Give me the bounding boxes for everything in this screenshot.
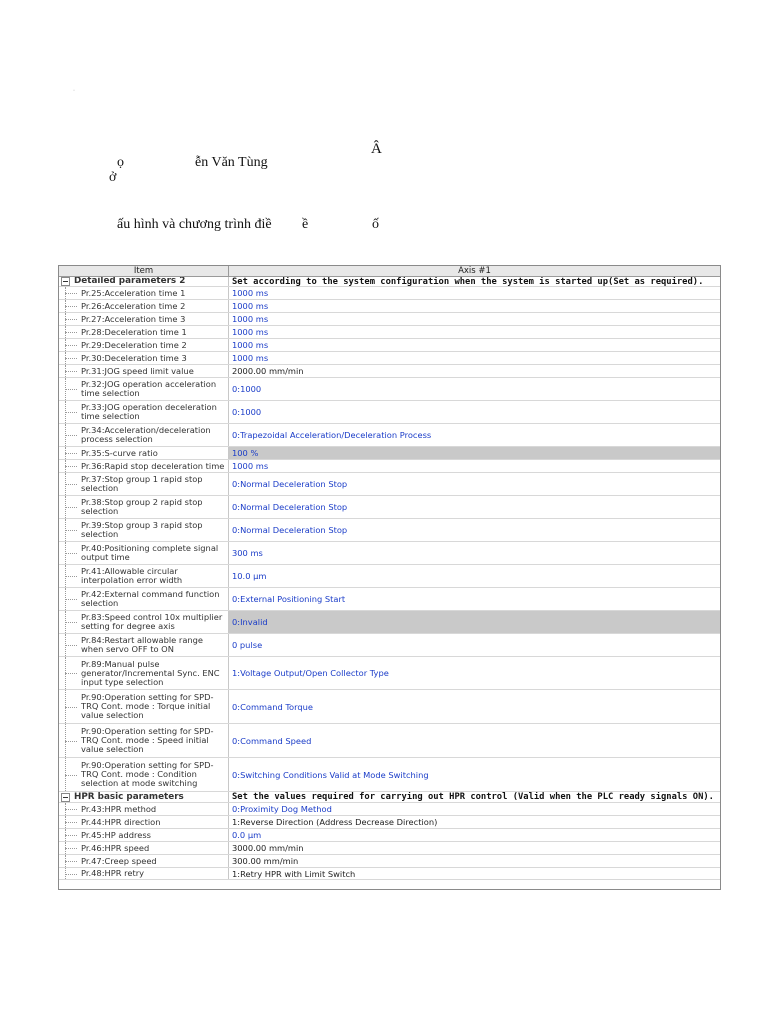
item-cell <box>59 460 229 472</box>
tree-connector-icon <box>59 816 81 828</box>
tree-connector-icon <box>59 460 81 472</box>
parameter-value[interactable]: 3000.00 mm/min <box>232 843 304 853</box>
tree-connector-icon <box>59 378 81 400</box>
item-cell <box>59 829 229 841</box>
tree-connector-icon <box>59 588 81 610</box>
doc-fragment-line3-a: ấu hình và chương trình điề <box>117 217 272 232</box>
tree-connector-icon <box>59 313 81 325</box>
group-description: Set the values required for carrying out HPR control (Valid when the PLC ready signals ON). <box>232 792 714 802</box>
item-cell <box>59 519 229 541</box>
parameter-value[interactable]: 0:Normal Deceleration Stop <box>232 525 348 535</box>
tree-connector-icon <box>59 447 81 459</box>
parameter-value[interactable]: 1000 ms <box>232 288 269 298</box>
parameter-row[interactable] <box>59 519 720 542</box>
parameter-label: Pr.90:Operation setting for SPD-TRQ Cont. mode : Speed initial value selection <box>81 726 214 754</box>
item-cell <box>59 378 229 400</box>
parameter-value[interactable]: 0:External Positioning Start <box>232 594 346 604</box>
doc-fragment-line3-b: ề <box>302 217 309 232</box>
parameter-row[interactable] <box>59 542 720 565</box>
doc-fragment-o-horn: ở <box>109 170 117 185</box>
parameter-row[interactable] <box>59 724 720 758</box>
parameter-label: Pr.41:Allowable circular interpolation error width <box>81 566 183 585</box>
parameter-row[interactable] <box>59 657 720 690</box>
parameter-value[interactable]: 2000.00 mm/min <box>232 366 304 376</box>
tree-connector-icon <box>59 300 81 312</box>
item-cell <box>59 868 229 879</box>
parameter-value[interactable]: 0:Command Torque <box>232 701 313 712</box>
parameter-label: Pr.83:Speed control 10x multiplier setting for degree axis <box>81 612 223 631</box>
tree-connector-icon <box>59 758 81 791</box>
item-cell <box>59 542 229 564</box>
parameter-label: Pr.90:Operation setting for SPD-TRQ Cont. mode : Condition selection at mode switching <box>81 760 214 788</box>
column-header-axis[interactable]: Axis #1 <box>458 266 491 276</box>
parameter-row[interactable] <box>59 287 720 300</box>
parameter-label: Pr.25:Acceleration time 1 <box>81 287 186 298</box>
tree-connector-icon <box>59 496 81 518</box>
tree-connector-icon <box>59 401 81 423</box>
parameter-label: Pr.28:Deceleration time 1 <box>81 326 187 337</box>
group-cell <box>59 277 229 286</box>
tree-connector-icon <box>59 611 81 633</box>
item-cell <box>59 339 229 351</box>
parameter-value[interactable]: 1000 ms <box>232 301 269 311</box>
tree-connector-icon <box>59 519 81 541</box>
item-cell <box>59 313 229 325</box>
parameter-label: Pr.26:Acceleration time 2 <box>81 300 186 311</box>
parameter-label: Pr.35:S-curve ratio <box>81 447 158 458</box>
parameter-value[interactable]: 10.0 μm <box>232 571 267 581</box>
item-cell <box>59 365 229 377</box>
parameter-label: Pr.45:HP address <box>81 829 151 840</box>
parameter-value[interactable]: 1000 ms <box>232 314 269 324</box>
item-cell <box>59 816 229 828</box>
parameter-value[interactable]: 300.00 mm/min <box>232 856 299 866</box>
parameter-row[interactable] <box>59 460 720 473</box>
parameter-value[interactable]: 0:Invalid <box>229 611 720 633</box>
tree-connector-icon <box>59 855 81 867</box>
item-cell <box>59 424 229 446</box>
tree-connector-icon <box>59 326 81 338</box>
parameter-value[interactable]: 1000 ms <box>232 327 269 337</box>
doc-fragment-a-hat: Â <box>371 141 382 157</box>
item-cell <box>59 287 229 299</box>
item-cell <box>59 690 229 723</box>
parameter-row[interactable] <box>59 634 720 657</box>
doc-fragment-name: ễn Văn Tùng <box>195 155 268 170</box>
parameter-value[interactable]: 0:1000 <box>232 407 262 417</box>
item-cell <box>59 724 229 757</box>
parameter-row[interactable] <box>59 365 720 378</box>
parameter-row[interactable] <box>59 588 720 611</box>
parameter-row[interactable] <box>59 868 720 880</box>
item-cell <box>59 855 229 867</box>
group-label: Detailed parameters 2 <box>74 277 186 286</box>
parameter-row[interactable] <box>59 565 720 588</box>
parameter-value[interactable]: 0:Normal Deceleration Stop <box>232 502 348 512</box>
parameter-value[interactable]: 0.0 μm <box>232 830 262 840</box>
item-cell <box>59 352 229 364</box>
parameter-row[interactable] <box>59 473 720 496</box>
tree-connector-icon <box>59 690 81 723</box>
parameter-row[interactable] <box>59 496 720 519</box>
item-cell <box>59 611 229 633</box>
parameter-value[interactable]: 0:Command Speed <box>232 735 312 746</box>
parameter-label: Pr.39:Stop group 3 rapid stop selection <box>81 520 203 539</box>
tree-connector-icon <box>59 542 81 564</box>
tree-connector-icon <box>59 803 81 815</box>
grid-header <box>59 266 720 277</box>
parameter-label: Pr.34:Acceleration/deceleration process selection <box>81 425 211 444</box>
parameter-row[interactable] <box>59 690 720 724</box>
tree-connector-icon <box>59 339 81 351</box>
tree-connector-icon <box>59 424 81 446</box>
parameter-label: Pr.40:Positioning complete signal output time <box>81 543 219 562</box>
column-header-item[interactable]: Item <box>59 266 229 276</box>
parameter-label: Pr.89:Manual pulse generator/Incremental Sync. ENC input type selection <box>81 658 220 687</box>
collapse-toggle-icon[interactable] <box>61 793 70 802</box>
parameter-value[interactable]: 300 ms <box>232 548 263 558</box>
scan-speck: · <box>73 88 75 94</box>
doc-fragment-line3-c: ố <box>372 217 379 232</box>
parameter-label: Pr.33:JOG operation deceleration time selection <box>81 402 217 421</box>
tree-connector-icon <box>59 829 81 841</box>
parameter-row[interactable] <box>59 829 720 842</box>
parameter-value[interactable]: 1:Reverse Direction (Address Decrease Direction) <box>232 817 438 827</box>
parameter-value[interactable]: 0:Switching Conditions Valid at Mode Switching <box>232 769 429 780</box>
parameter-label: Pr.46:HPR speed <box>81 842 150 853</box>
parameter-grid <box>58 265 721 890</box>
parameter-label: Pr.30:Deceleration time 3 <box>81 352 187 363</box>
tree-connector-icon <box>59 724 81 757</box>
parameter-label: Pr.37:Stop group 1 rapid stop selection <box>81 474 203 493</box>
parameter-label: Pr.48:HPR retry <box>81 868 145 878</box>
item-cell <box>59 300 229 312</box>
tree-connector-icon <box>59 842 81 854</box>
item-cell <box>59 473 229 495</box>
parameter-row[interactable] <box>59 758 720 792</box>
item-cell <box>59 588 229 610</box>
parameter-value[interactable]: 0:Trapezoidal Acceleration/Deceleration Process <box>232 430 432 440</box>
item-cell <box>59 634 229 656</box>
parameter-value[interactable]: 1000 ms <box>232 353 269 363</box>
item-cell <box>59 565 229 587</box>
parameter-row[interactable] <box>59 313 720 326</box>
parameter-label: Pr.29:Deceleration time 2 <box>81 339 187 350</box>
tree-connector-icon <box>59 565 81 587</box>
group-description: Set according to the system configuration when the system is started up(Set as required). <box>232 277 704 286</box>
grid-body <box>59 277 720 880</box>
item-cell <box>59 447 229 459</box>
item-cell <box>59 803 229 815</box>
parameter-row[interactable] <box>59 424 720 447</box>
tree-connector-icon <box>59 868 81 879</box>
parameter-value[interactable]: 0 pulse <box>232 640 263 650</box>
parameter-label: Pr.84:Restart allowable range when servo OFF to ON <box>81 635 204 654</box>
item-cell <box>59 758 229 791</box>
parameter-row[interactable] <box>59 611 720 634</box>
parameter-label: Pr.90:Operation setting for SPD-TRQ Cont. mode : Torque initial value selection <box>81 692 214 720</box>
parameter-label: Pr.32:JOG operation acceleration time selection <box>81 379 217 398</box>
tree-connector-icon <box>59 657 81 689</box>
parameter-label: Pr.27:Acceleration time 3 <box>81 313 186 324</box>
item-cell <box>59 657 229 689</box>
parameter-label: Pr.36:Rapid stop deceleration time <box>81 460 225 471</box>
parameter-label: Pr.44:HPR direction <box>81 816 161 827</box>
parameter-row[interactable] <box>59 326 720 339</box>
parameter-value[interactable]: 0:1000 <box>232 384 262 394</box>
group-label: HPR basic parameters <box>74 792 184 802</box>
parameter-label: Pr.42:External command function selection <box>81 589 220 608</box>
parameter-value[interactable]: 1:Retry HPR with Limit Switch <box>232 868 356 879</box>
parameter-value[interactable]: 100 % <box>229 447 720 459</box>
parameter-value[interactable]: 1:Voltage Output/Open Collector Type <box>232 668 389 678</box>
group-cell <box>59 792 229 802</box>
parameter-row[interactable] <box>59 300 720 313</box>
parameter-row[interactable] <box>59 855 720 868</box>
parameter-label: Pr.38:Stop group 2 rapid stop selection <box>81 497 203 516</box>
parameter-label: Pr.31:JOG speed limit value <box>81 365 194 376</box>
parameter-value[interactable]: 1000 ms <box>232 340 269 350</box>
group-row[interactable] <box>59 277 720 287</box>
parameter-value[interactable]: 1000 ms <box>232 461 269 471</box>
item-cell <box>59 326 229 338</box>
parameter-row[interactable] <box>59 447 720 460</box>
item-cell <box>59 496 229 518</box>
parameter-row[interactable] <box>59 816 720 829</box>
item-cell <box>59 401 229 423</box>
parameter-value[interactable]: 0:Proximity Dog Method <box>232 804 332 814</box>
tree-connector-icon <box>59 365 81 377</box>
collapse-toggle-icon[interactable] <box>61 277 70 286</box>
tree-connector-icon <box>59 287 81 299</box>
tree-connector-icon <box>59 473 81 495</box>
parameter-row[interactable] <box>59 339 720 352</box>
parameter-value[interactable]: 0:Normal Deceleration Stop <box>232 479 348 489</box>
tree-connector-icon <box>59 352 81 364</box>
tree-connector-icon <box>59 634 81 656</box>
parameter-row[interactable] <box>59 352 720 365</box>
parameter-row[interactable] <box>59 401 720 424</box>
parameter-row[interactable] <box>59 378 720 401</box>
item-cell <box>59 842 229 854</box>
parameter-label: Pr.47:Creep speed <box>81 855 157 866</box>
parameter-label: Pr.43:HPR method <box>81 803 157 814</box>
doc-fragment-o-dot: ọ <box>117 155 124 170</box>
parameter-row[interactable] <box>59 842 720 855</box>
group-row[interactable] <box>59 792 720 803</box>
parameter-row[interactable] <box>59 803 720 816</box>
